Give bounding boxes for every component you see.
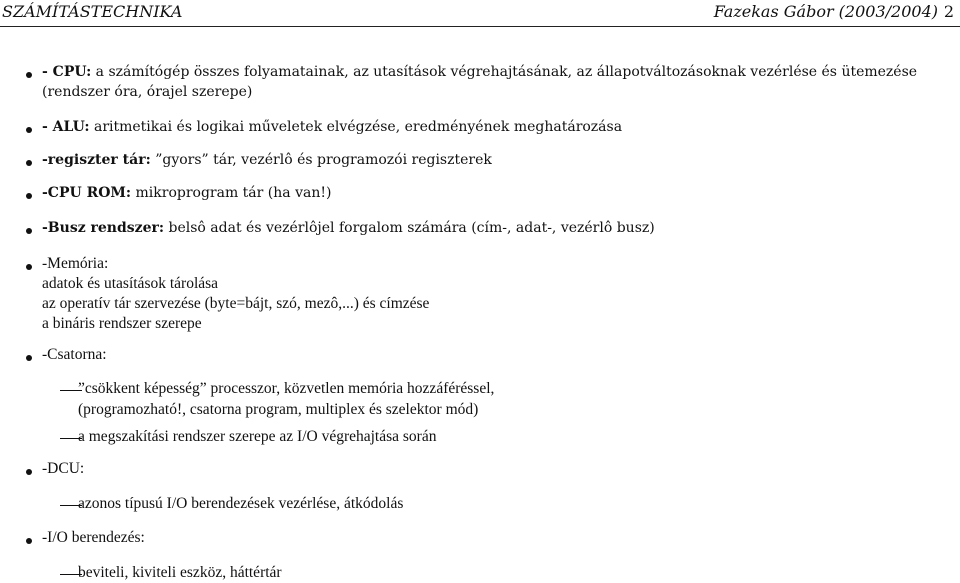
memory-line-3: a bináris rendszer szerepe bbox=[42, 315, 202, 332]
header-rule bbox=[0, 26, 960, 27]
bullet-icon bbox=[26, 469, 32, 475]
bullet-icon bbox=[26, 160, 32, 166]
header-title: SZÁMÍTÁSTECHNIKA bbox=[2, 2, 183, 21]
memory-line-2: az operatív tár szervezése (byte=bájt, szó, mezô,...) és címzése bbox=[42, 295, 430, 312]
item-continuation: (rendszer óra, órajel szerepe) bbox=[42, 84, 253, 100]
item-label: -Busz rendszer: bbox=[42, 220, 165, 236]
item-label: -Csatorna: bbox=[42, 346, 107, 363]
subitem-text: azonos típusú I/O berendezések vezérlése, átkódolás bbox=[78, 495, 404, 512]
bullet-icon bbox=[26, 355, 32, 361]
item-label: - ALU: bbox=[42, 119, 90, 135]
item-label: - CPU: bbox=[42, 64, 92, 80]
bullet-icon bbox=[26, 228, 32, 234]
page-header bbox=[0, 2, 960, 24]
item-text bbox=[42, 64, 917, 80]
subitem-line-1: ”csökkent képesség” processzor, közvetlen memória hozzáféréssel, bbox=[78, 380, 495, 397]
item-label: -I/O berendezés: bbox=[42, 529, 145, 546]
item-description: mikroprogram tár (ha van!) bbox=[131, 185, 332, 201]
item-label: -DCU: bbox=[42, 460, 85, 477]
bullet-icon bbox=[26, 127, 32, 133]
item-description: belsô adat és vezérlôjel forgalom számára (cím-, adat-, vezérlô busz) bbox=[164, 220, 655, 236]
item-text bbox=[42, 152, 492, 168]
bullet-icon bbox=[26, 538, 32, 544]
item-text bbox=[42, 185, 331, 201]
item-description: a számítógép összes folyamatainak, az utasítások végrehajtásának, az állapotváltozásoknak vezérlése és ütemezése bbox=[91, 64, 918, 80]
header-author: Fazekas Gábor (2003/2004) bbox=[713, 2, 938, 21]
item-description: aritmetikai és logikai műveletek elvégzése, eredményének meghatározása bbox=[89, 119, 623, 135]
bullet-icon bbox=[26, 72, 32, 78]
bullet-icon bbox=[26, 193, 32, 199]
item-description: ”gyors” tár, vezérlô és programozói regiszterek bbox=[150, 152, 492, 168]
item-text bbox=[42, 119, 622, 135]
memory-line-1: adatok és utasítások tárolása bbox=[42, 275, 219, 292]
item-label: -Memória: bbox=[42, 255, 109, 272]
item-text bbox=[42, 220, 655, 236]
subitem-text: a megszakítási rendszer szerepe az I/O végrehajtása során bbox=[78, 428, 437, 445]
subitem-text: beviteli, kiviteli eszköz, háttértár bbox=[78, 564, 282, 581]
item-label: -CPU ROM: bbox=[42, 185, 132, 201]
subitem-line-2: (programozható!, csatorna program, multiplex és szelektor mód) bbox=[78, 401, 479, 418]
item-label: -regiszter tár: bbox=[42, 152, 151, 168]
page-number: 2 bbox=[943, 2, 954, 21]
bullet-icon bbox=[26, 264, 32, 270]
